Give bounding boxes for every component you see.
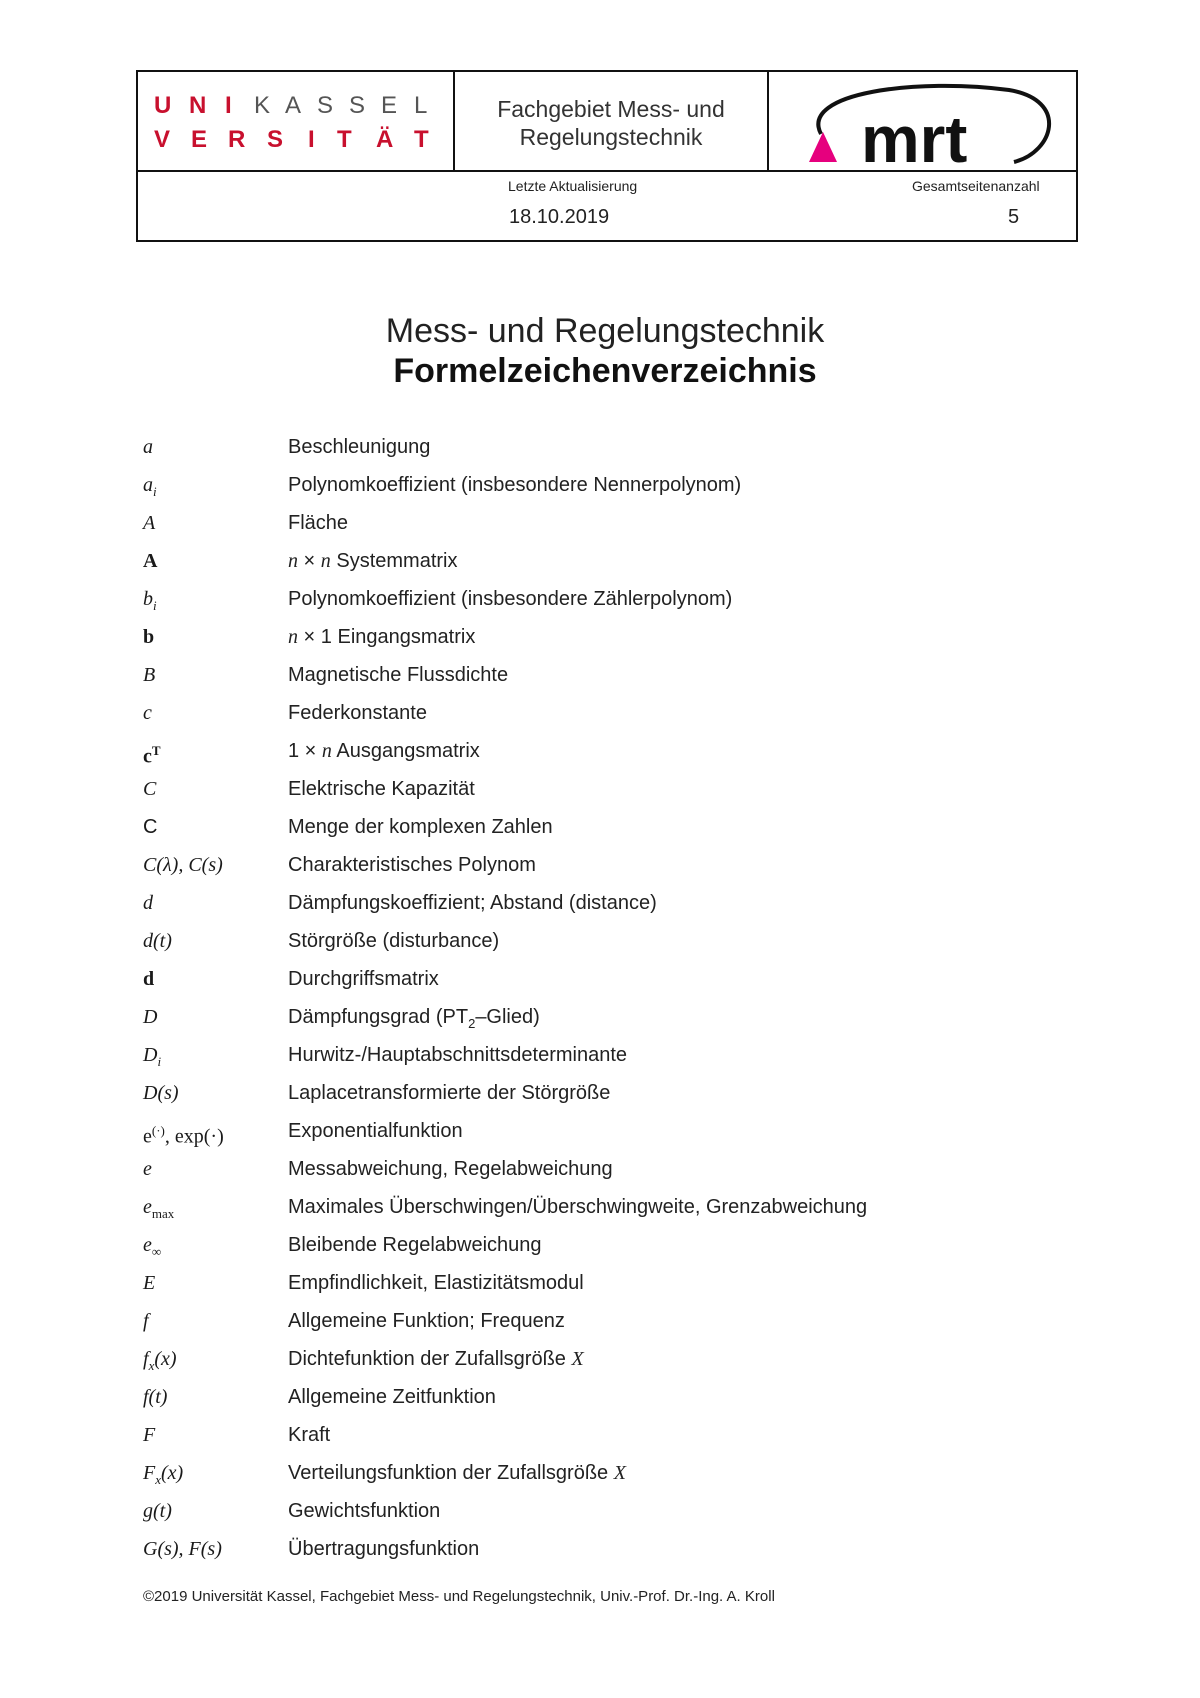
description: Empfindlichkeit, Elastizitätsmodul	[288, 1272, 584, 1294]
symbol: f	[143, 1310, 149, 1332]
logo-letter: R	[228, 126, 246, 153]
page-count-label: Gesamtseitenanzahl	[912, 178, 1040, 194]
description: Elektrische Kapazität	[288, 778, 475, 800]
logo-letter: U	[154, 92, 172, 119]
triangle-icon	[809, 132, 837, 162]
symbol: A	[143, 512, 156, 534]
page-title: Mess- und Regelungstechnik	[385, 312, 825, 350]
list-item	[143, 1117, 1143, 1155]
logo-letter: E	[191, 126, 208, 153]
symbol: d	[143, 892, 153, 914]
description: Dichtefunktion der Zufallsgröße X	[288, 1348, 584, 1370]
symbol: F	[143, 1424, 156, 1446]
list-item	[143, 1535, 1143, 1573]
description: 1 × n Ausgangsmatrix	[288, 740, 480, 762]
symbol: $e_\infty$	[143, 1234, 162, 1259]
symbol: d	[143, 968, 155, 990]
logo-letter: T	[414, 126, 429, 153]
logo-letter: A	[285, 92, 302, 119]
logo-letter: S	[317, 92, 334, 119]
list-item	[143, 1459, 1143, 1497]
description: Hurwitz-/Hauptabschnittsdeterminante	[288, 1044, 628, 1066]
logo-letter: I	[308, 126, 315, 153]
symbol: a	[143, 436, 153, 458]
list-item	[143, 927, 1143, 965]
symbol: $e_{max}$	[143, 1196, 175, 1221]
list-item	[143, 1421, 1143, 1459]
department-name: Fachgebiet Mess- und Regelungstechnik	[497, 96, 725, 150]
page-count-value: 5	[1008, 206, 1020, 228]
header-top-row	[138, 72, 1076, 172]
symbol: A	[143, 550, 158, 572]
description: Polynomkoeffizient (insbesondere Nennerpolynom)	[288, 474, 742, 496]
last-update-value: 18.10.2019	[509, 206, 610, 228]
description: Charakteristisches Polynom	[288, 854, 536, 876]
list-item	[143, 471, 1143, 509]
list-item	[143, 1307, 1143, 1345]
description: Verteilungsfunktion der Zufallsgröße X	[288, 1462, 626, 1484]
symbol: D	[143, 1006, 158, 1028]
list-item	[143, 965, 1143, 1003]
symbol: $b_i$	[143, 588, 157, 613]
copyright-footer: ©2019 Universität Kassel, Fachgebiet Mess- und Regelungstechnik, Univ.-Prof. Dr.-Ing. A. Kroll	[143, 1588, 775, 1605]
list-item	[143, 1003, 1143, 1041]
symbol: e	[143, 1158, 152, 1180]
symbol: D(s)	[143, 1082, 179, 1104]
document-header	[136, 70, 1078, 242]
symbol: $D_i$	[143, 1044, 162, 1069]
mrt-logo-graphic	[769, 72, 1076, 170]
list-item	[143, 1269, 1143, 1307]
list-item	[143, 1079, 1143, 1117]
description: Gewichtsfunktion	[288, 1500, 441, 1522]
department-cell	[455, 72, 769, 170]
description: Störgröße (disturbance)	[288, 930, 500, 952]
symbol: f(t)	[143, 1386, 168, 1408]
description: Magnetische Flussdichte	[288, 664, 509, 686]
symbol: c	[143, 702, 152, 724]
last-update-label: Letzte Aktualisierung	[508, 178, 638, 194]
logo-letter: T	[337, 126, 352, 153]
description: Fläche	[288, 512, 349, 534]
description: Allgemeine Zeitfunktion	[288, 1386, 496, 1408]
symbol: $F_x(x)$	[143, 1462, 184, 1487]
list-item	[143, 585, 1143, 623]
list-item	[143, 775, 1143, 813]
list-item	[143, 623, 1143, 661]
description: n × n Systemmatrix	[288, 550, 458, 572]
description: Federkonstante	[288, 702, 427, 724]
description: Kraft	[288, 1424, 331, 1446]
symbol: g(t)	[143, 1500, 172, 1522]
description: Durchgriffsmatrix	[288, 968, 439, 990]
description: Beschleunigung	[288, 436, 431, 458]
description: Maximales Überschwingen/Überschwingweite, Grenzabweichung	[288, 1196, 868, 1218]
description: Übertragungsfunktion	[288, 1538, 480, 1560]
description: Laplacetransformierte der Störgröße	[288, 1082, 611, 1104]
description: Menge der komplexen Zahlen	[288, 816, 553, 838]
page-subtitle: Formelzeichenverzeichnis	[393, 352, 817, 390]
list-item	[143, 1497, 1143, 1535]
symbol: b	[143, 626, 155, 648]
symbol: $f_x(x)$	[143, 1348, 177, 1373]
list-item	[143, 737, 1143, 775]
list-item	[143, 547, 1143, 585]
logo-letter: I	[225, 92, 232, 119]
description: Messabweichung, Regelabweichung	[288, 1158, 613, 1180]
list-item	[143, 1231, 1143, 1269]
list-item	[143, 699, 1143, 737]
logo-letter: E	[381, 92, 398, 119]
logo-letter: S	[267, 126, 284, 153]
description: Bleibende Regelabweichung	[288, 1234, 542, 1256]
logo-letter: K	[254, 92, 271, 119]
university-logo	[138, 72, 455, 170]
list-item	[143, 813, 1143, 851]
logo-letter: Ä	[376, 126, 394, 153]
mrt-logo-text: mrt	[861, 102, 968, 170]
symbol: C	[143, 816, 158, 838]
list-item	[143, 889, 1143, 927]
list-item	[143, 433, 1143, 471]
list-item	[143, 1193, 1143, 1231]
symbol: B	[143, 664, 156, 686]
description: Dämpfungsgrad $(PT_2-Glied)$	[288, 1006, 540, 1031]
list-item	[143, 1383, 1143, 1421]
symbol: $a_i$	[143, 474, 157, 499]
list-item	[143, 1345, 1143, 1383]
mrt-logo	[769, 72, 1076, 170]
symbol: C(λ), C(s)	[143, 854, 223, 876]
symbol: C	[143, 778, 157, 800]
symbol-list	[143, 433, 1143, 1573]
symbol: d(t)	[143, 930, 172, 952]
description: Polynomkoeffizient (insbesondere Zählerpolynom)	[288, 588, 733, 610]
symbol: e(·), exp(·)	[143, 1123, 224, 1148]
list-item	[143, 509, 1143, 547]
logo-letter: V	[154, 126, 171, 153]
logo-letter: S	[349, 92, 366, 119]
list-item	[143, 851, 1143, 889]
list-item	[143, 1041, 1143, 1079]
list-item	[143, 661, 1143, 699]
description: Dämpfungskoeffizient; Abstand (distance)	[288, 892, 657, 914]
symbol: E	[143, 1272, 156, 1294]
symbol: G(s), F(s)	[143, 1538, 222, 1560]
symbol: $c^T$	[143, 743, 161, 768]
description: Exponentialfunktion	[288, 1120, 463, 1142]
description: Allgemeine Funktion; Frequenz	[288, 1310, 565, 1332]
logo-letter: N	[189, 92, 207, 119]
logo-letter: L	[414, 92, 428, 119]
description: n × 1 Eingangsmatrix	[288, 626, 476, 648]
list-item	[143, 1155, 1143, 1193]
